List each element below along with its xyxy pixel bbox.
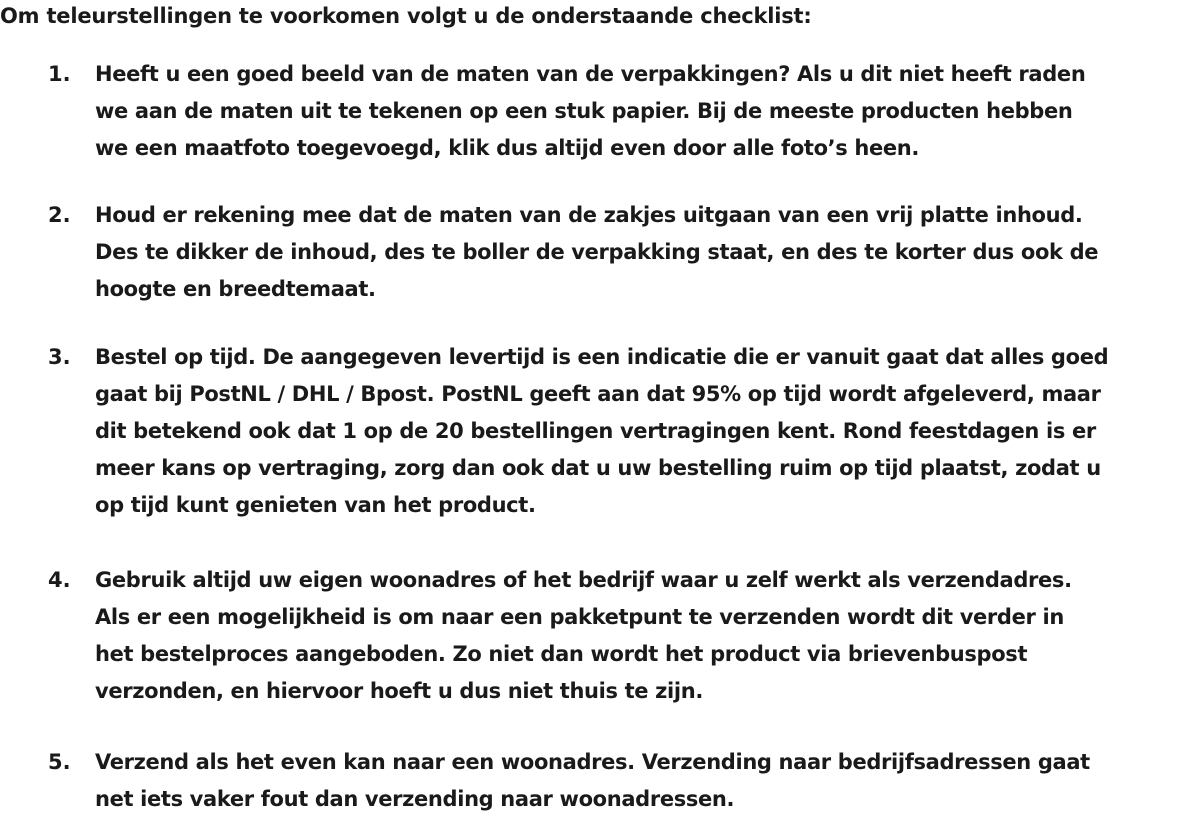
- document-heading: Om teleurstellingen te voorkomen volgt u de onderstaande checklist:: [0, 4, 812, 28]
- text-line: dit betekend ook dat 1 op de 20 bestellingen vertragingen kent. Rond feestdagen is er: [95, 419, 1096, 443]
- text-line: het bestelproces aangeboden. Zo niet dan wordt het product via brievenbuspost: [95, 642, 1028, 666]
- item-number: 4.: [48, 568, 71, 592]
- text-line: hoogte en breedtemaat.: [95, 277, 376, 301]
- item-number: 5.: [48, 750, 71, 774]
- item-number: 3.: [48, 345, 71, 369]
- text-line: op tijd kunt genieten van het product.: [95, 493, 536, 517]
- item-number: 2.: [48, 203, 71, 227]
- item-text: [95, 339, 1197, 524]
- item-text: [95, 744, 1197, 818]
- text-line: Verzend als het even kan naar een woonadres. Verzending naar bedrijfsadressen gaat: [95, 750, 1090, 774]
- text-line: Gebruik altijd uw eigen woonadres of het bedrijf waar u zelf werkt als verzendadres.: [95, 568, 1072, 592]
- item-text: [95, 56, 1197, 167]
- item-text: [95, 197, 1197, 308]
- text-line: Als er een mogelijkheid is om naar een pakketpunt te verzenden wordt dit verder in: [95, 605, 1064, 629]
- item-text: [95, 562, 1197, 710]
- text-line: Des te dikker de inhoud, des te boller de verpakking staat, en des te korter dus ook de: [95, 240, 1099, 264]
- text-line: Houd er rekening mee dat de maten van de zakjes uitgaan van een vrij platte inhoud.: [95, 203, 1083, 227]
- text-line: we een maatfoto toegevoegd, klik dus altijd even door alle foto’s heen.: [95, 136, 920, 160]
- text-line: we aan de maten uit te tekenen op een stuk papier. Bij de meeste producten hebben: [95, 99, 1073, 123]
- text-line: Heeft u een goed beeld van de maten van de verpakkingen? Als u dit niet heeft raden: [95, 62, 1086, 86]
- text-line: meer kans op vertraging, zorg dan ook dat u uw bestelling ruim op tijd plaatst, zodat u: [95, 456, 1101, 480]
- item-number: 1.: [48, 62, 71, 86]
- text-line: verzonden, en hiervoor hoeft u dus niet thuis te zijn.: [95, 679, 703, 703]
- text-line: net iets vaker fout dan verzending naar woonadressen.: [95, 787, 735, 811]
- text-line: Bestel op tijd. De aangegeven levertijd is een indicatie die er vanuit gaat dat alles goed: [95, 345, 1109, 369]
- text-line: gaat bij PostNL / DHL / Bpost. PostNL geeft aan dat 95% op tijd wordt afgeleverd, maar: [95, 382, 1101, 406]
